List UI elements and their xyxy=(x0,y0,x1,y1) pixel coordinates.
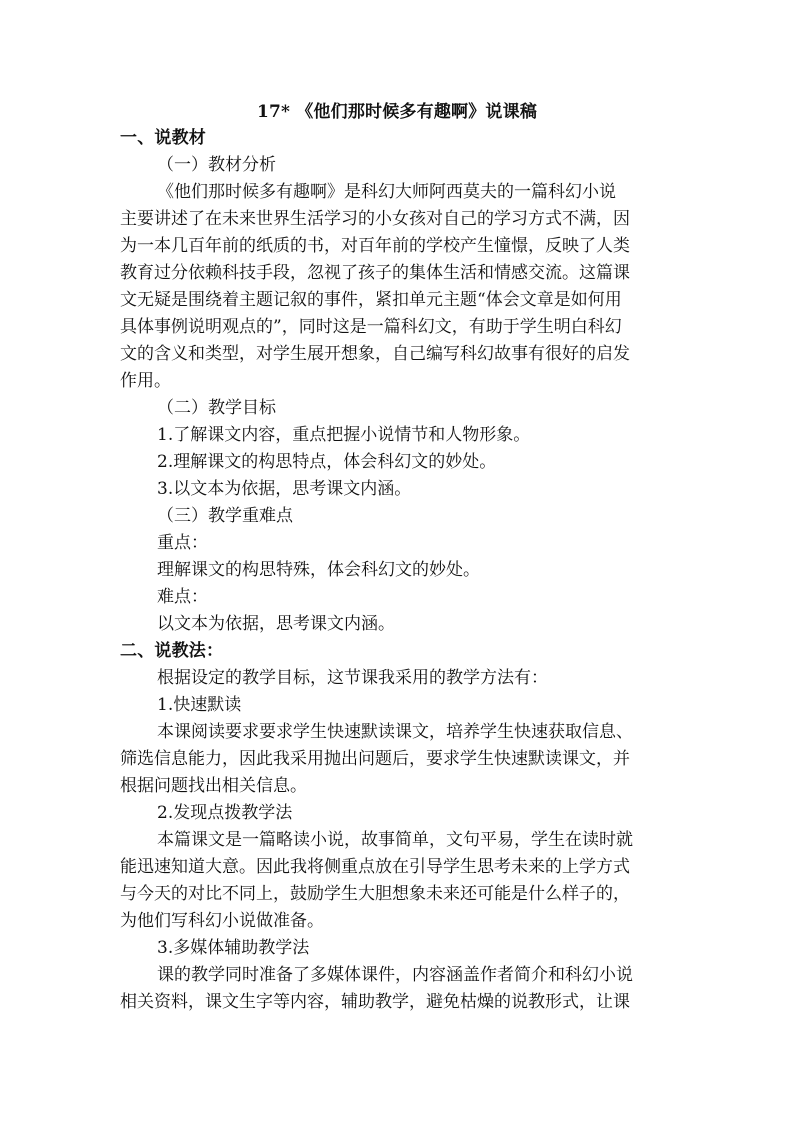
paragraph-line: 主要讲述了在未来世界生活学习的小女孩对自己的学习方式不满，因 xyxy=(120,209,630,229)
paragraph-line: 作用。 xyxy=(120,371,171,391)
list-item: 1.了解课文内容，重点把握小说情节和人物形象。 xyxy=(157,425,531,445)
list-item: 3.以文本为依据，思考课文内涵。 xyxy=(157,479,412,499)
subsection-heading: （二）教学目标 xyxy=(157,398,276,418)
paragraph-line: 本篇课文是一篇略读小说，故事简单，文句平易，学生在读时就 xyxy=(157,830,633,850)
paragraph-line: 筛选信息能力，因此我采用抛出问题后，要求学生快速默读课文，并 xyxy=(120,749,630,769)
paragraph-line: 为一本几百年前的纸质的书，对百年前的学校产生憧憬，反映了人类 xyxy=(120,236,630,256)
paragraph-line: 文无疑是围绕着主题记叙的事件，紧扣单元主题“体会文章是如何用 xyxy=(120,290,622,310)
paragraph-line: 文的含义和类型，对学生展开想象，自己编写科幻故事有很好的启发 xyxy=(120,344,630,364)
section-heading: 一、说教材 xyxy=(120,128,206,148)
section-heading: 二、说教法： xyxy=(120,641,224,661)
list-item: 1.快速默读 xyxy=(157,695,242,715)
document-title: 17* 《他们那时候多有趣啊》说课稿 xyxy=(256,102,538,122)
paragraph-line: 教育过分依赖科技手段，忽视了孩子的集体生活和情感交流。这篇课 xyxy=(120,263,630,283)
label-line: 重点： xyxy=(157,533,208,553)
list-item: 2.发现点拨教学法 xyxy=(157,803,293,823)
paragraph-line: 《他们那时候多有趣啊》是科幻大师阿西莫夫的一篇科幻小说 xyxy=(157,182,616,202)
list-item: 2.理解课文的构思特点，体会科幻文的妙处。 xyxy=(157,452,497,472)
paragraph-line: 能迅速知道大意。因此我将侧重点放在引导学生思考未来的上学方式 xyxy=(120,857,630,877)
paragraph-line: 理解课文的构思特殊，体会科幻文的妙处。 xyxy=(157,560,480,580)
paragraph-line: 相关资料，课文生字等内容，辅助教学，避免枯燥的说教形式，让课 xyxy=(120,992,630,1012)
paragraph-line: 本课阅读要求要求学生快速默读课文，培养学生快速获取信息、 xyxy=(157,722,633,742)
paragraph-line: 根据设定的教学目标，这节课我采用的教学方法有： xyxy=(157,668,548,688)
subsection-heading: （三）教学重难点 xyxy=(157,506,293,526)
paragraph-line: 以文本为依据，思考课文内涵。 xyxy=(157,614,395,634)
paragraph-line: 与今天的对比不同上，鼓励学生大胆想象未来还可能是什么样子的， xyxy=(120,884,630,904)
subsection-heading: （一）教材分析 xyxy=(157,155,276,175)
paragraph-line: 具体事例说明观点的”，同时这是一篇科幻文，有助于学生明白科幻 xyxy=(120,317,622,337)
paragraph-line: 课的教学同时准备了多媒体课件，内容涵盖作者简介和科幻小说 xyxy=(157,965,633,985)
list-item: 3.多媒体辅助教学法 xyxy=(157,938,310,958)
paragraph-line: 根据问题找出相关信息。 xyxy=(120,776,307,796)
paragraph-line: 为他们写科幻小说做准备。 xyxy=(120,911,324,931)
label-line: 难点： xyxy=(157,587,208,607)
